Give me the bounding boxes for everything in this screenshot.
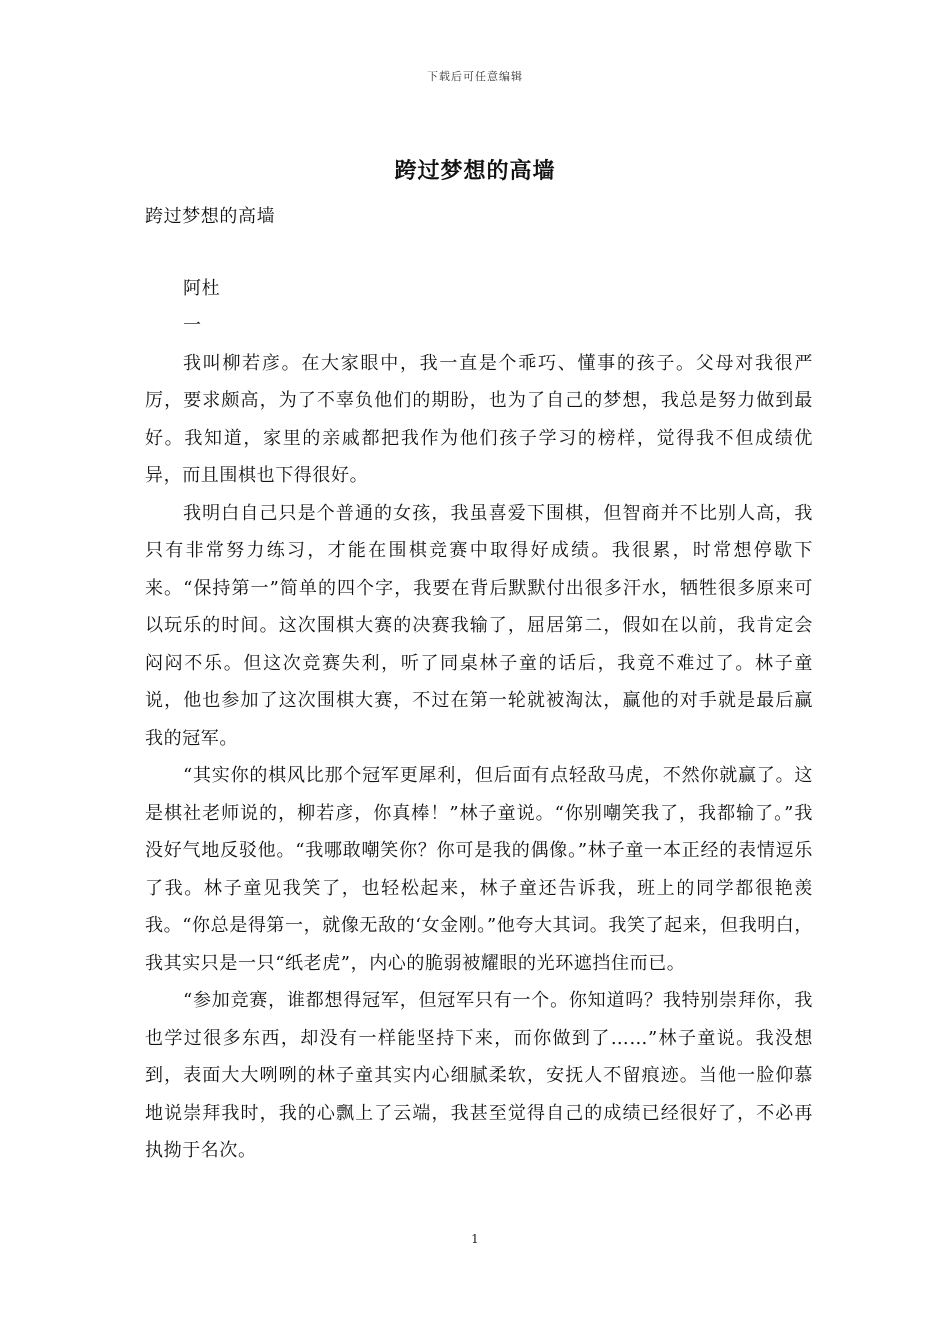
header-note: 下载后可任意编辑 <box>427 70 523 83</box>
document-title: 跨过梦想的高墙 <box>394 158 556 184</box>
paragraph-2: 我明白自己只是个普通的女孩，我虽喜爱下围棋，但智商并不比别人高，我只有非常努力练习，才能在围棋竞赛中取得好成绩。我很累，时常想停歇下来。“保持第一”简单的四个字，我要在背后默默付出很多汗水，牺牲很多原来可以玩乐的时间。这次围棋大赛的决赛我输了，屈居第二，假如在以前，我肯定会闷闷不乐。但这次竞赛失利，听了同桌林子童的话后，我竟不难过了。林子童说，他也参加了这次围棋大赛，不过在第一轮就被淘汰，赢他的对手就是最后赢我的冠军。 <box>145 502 813 749</box>
author-name: 阿杜 <box>183 277 221 299</box>
document-subtitle: 跨过梦想的高墙 <box>145 206 276 227</box>
paragraph-4: “参加竞赛，谁都想得冠军，但冠军只有一个。你知道吗？我特别崇拜你，我也学过很多东西，却没有一样能坚持下来，而你做到了……”林子童说。我没想到，表面大大咧咧的林子童其实内心细腻柔软，安抚人不留痕迹。当他一脸仰慕地说崇拜我时，我的心飘上了云端，我甚至觉得自己的成绩已经很好了，不必再执拗于名次。 <box>145 990 813 1161</box>
document-body <box>145 198 813 1170</box>
paragraph-1: 我叫柳若彦。在大家眼中，我一直是个乖巧、懂事的孩子。父母对我很严厉，要求颇高，为了不辜负他们的期盼，也为了自己的梦想，我总是努力做到最好。我知道，家里的亲戚都把我作为他们孩子学习的榜样，觉得我不但成绩优异，而且围棋也下得很好。 <box>145 352 813 486</box>
section-number: 一 <box>183 315 202 336</box>
paragraph-3: “其实你的棋风比那个冠军更犀利，但后面有点轻敌马虎，不然你就赢了。这是棋社老师说的，柳若彦，你真棒！”林子童说。“你别嘲笑我了，我都输了。”我没好气地反驳他。“我哪敢嘲笑你？你可是我的偶像。”林子童一本正经的表情逗乐了我。林子童见我笑了，也轻松起来，林子童还告诉我，班上的同学都很艳羡我。“你总是得第一，就像无敌的‘女金刚。”他夸大其词。我笑了起来，但我明白，我其实只是一只“纸老虎”，内心的脆弱被耀眼的光环遮挡住而已。 <box>145 765 813 974</box>
page-number: 1 <box>471 1232 479 1246</box>
